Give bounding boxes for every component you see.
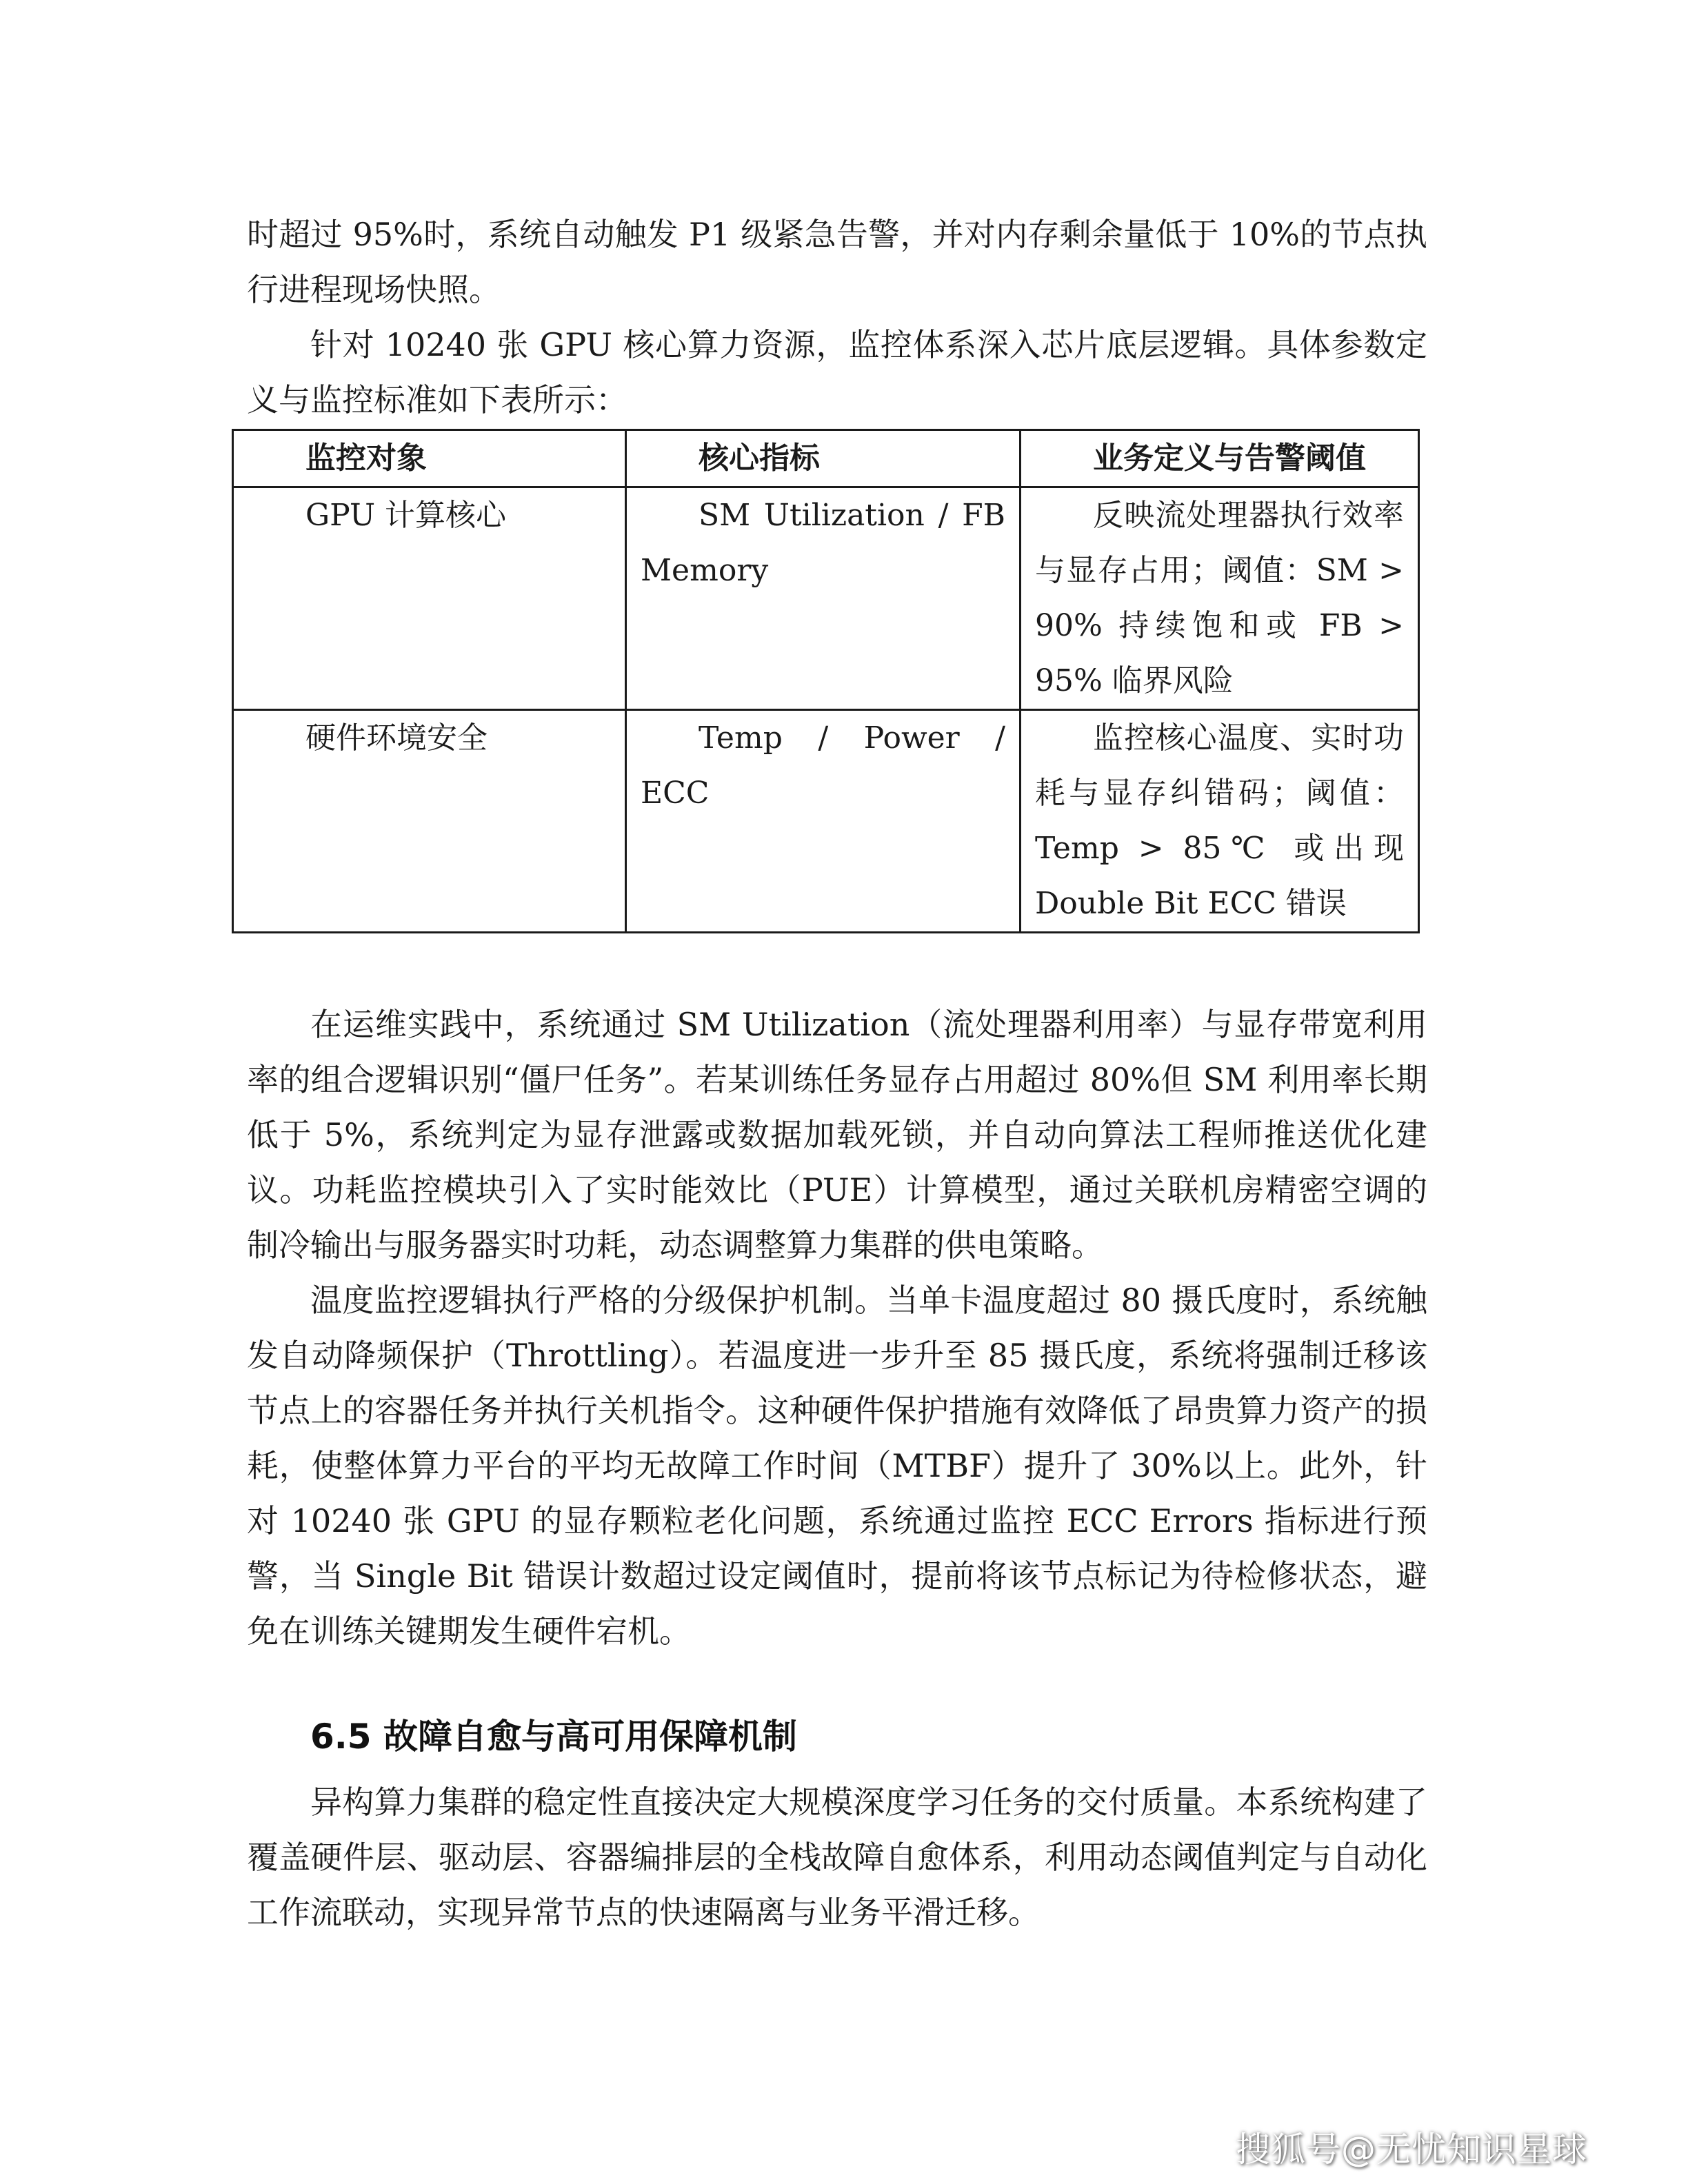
section-heading: 6.5 故障自愈与高可用保障机制: [310, 1717, 797, 1757]
header-definition: 业务定义与告警阈值: [1021, 430, 1419, 487]
paragraph-continuation: 时超过 95%时，系统自动触发 P1 级紧急告警，并对内存剩余量低于 10%的节点执行进程现场快照。: [247, 216, 1427, 308]
paragraph-temperature: 温度监控逻辑执行严格的分级保护机制。当单卡温度超过 80 摄氏度时，系统触发自动降频保护（Throttling）。若温度进一步升至 85 摄氏度，系统将强制迁移该节点上的容器任务并执行关机指令。这种硬件保护措施有效降低了昂贵算力资产的损耗，使整体算力平台的平均无故障工作时间（MTBF）提升了 30%以上。此外，针对 10240 张 GPU 的显存颗粒老化问题，系统通过监控 ECC Errors 指标进行预警，当 Single Bit 错误计数超过设定阈值时，提前将该节点标记为待检修状态，避免在训练关键期发生硬件宕机。: [247, 1282, 1427, 1650]
table-row: [233, 710, 1419, 933]
header-object: 监控对象: [233, 430, 626, 487]
page-content: [247, 207, 1427, 1940]
header-metric: 核心指标: [626, 430, 1021, 487]
cell-metric: SM Utilization / FB Memory: [626, 487, 1021, 710]
monitoring-spec-table: [232, 429, 1420, 933]
cell-metric: Temp / Power / ECC: [626, 710, 1021, 933]
paragraph-ops-practice: 在运维实践中，系统通过 SM Utilization（流处理器利用率）与显存带宽利用率的组合逻辑识别“僵尸任务”。若某训练任务显存占用超过 80%但 SM 利用率长期低于 5%，系统判定为显存泄露或数据加载死锁，并自动向算法工程师推送优化建议。功耗监控模块引入了实时能效比（PUE）计算模型，通过关联机房精密空调的制冷输出与服务器实时功耗，动态调整算力集群的供电策略。: [247, 1006, 1427, 1264]
cell-definition: 监控核心温度、实时功耗与显存纠错码；阈值：Temp > 85℃ 或出现 Double Bit ECC 错误: [1021, 710, 1419, 933]
cell-definition: 反映流处理器执行效率与显存占用；阈值：SM > 90% 持续饱和或 FB > 95% 临界风险: [1021, 487, 1419, 710]
paragraph-self-healing: 异构算力集群的稳定性直接决定大规模深度学习任务的交付质量。本系统构建了覆盖硬件层、驱动层、容器编排层的全栈故障自愈体系，利用动态阈值判定与自动化工作流联动，实现异常节点的快速隔离与业务平滑迁移。: [247, 1783, 1427, 1931]
cell-object: GPU 计算核心: [233, 487, 626, 710]
table-header-row: [233, 430, 1419, 487]
cell-object: 硬件环境安全: [233, 710, 626, 933]
table-row: [233, 487, 1419, 710]
watermark: 搜狐号@无忧知识星球: [1236, 2130, 1587, 2170]
paragraph-table-intro: 针对 10240 张 GPU 核心算力资源，监控体系深入芯片底层逻辑。具体参数定义与监控标准如下表所示：: [247, 326, 1427, 418]
